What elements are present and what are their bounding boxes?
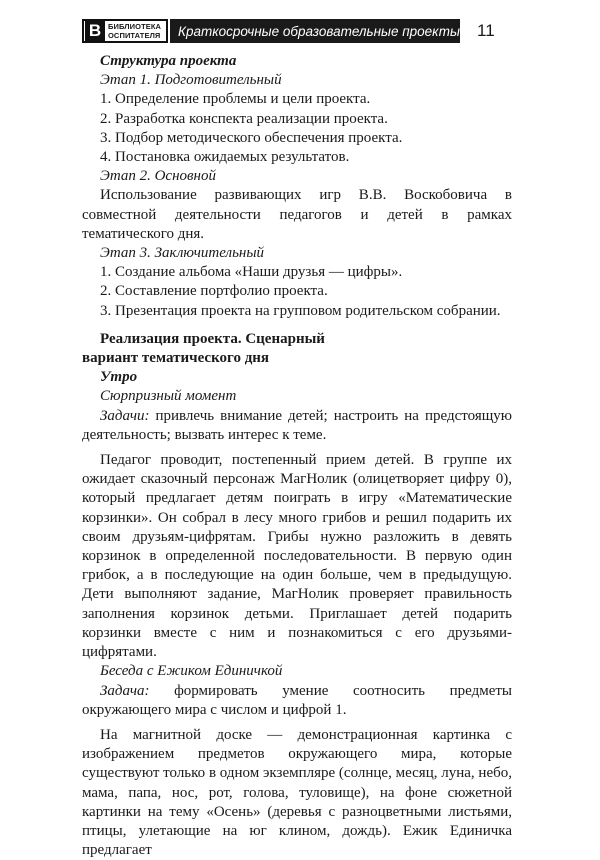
stage1-title: Этап 1. Подготовительный <box>100 72 282 89</box>
stage1-item: 2. Разработка конспекта реализации проекта. <box>100 110 388 127</box>
structure-title: Структура проекта <box>100 53 237 69</box>
hedgehog-task <box>82 682 512 720</box>
logo-line-2: ОСПИТАТЕЛЯ <box>108 31 161 40</box>
logo-letter: B <box>85 21 105 41</box>
stage1-item: 3. Подбор методического обеспечения проекта. <box>100 129 403 146</box>
page-number: 11 <box>477 21 495 40</box>
stage3-item: 3. Презентация проекта на групповом родительском собрании. <box>100 302 501 319</box>
logo-text <box>108 22 161 40</box>
stage1-item: 4. Постановка ожидаемых результатов. <box>100 149 350 166</box>
implementation-title: Реализация проекта. Сценарный вариант тематического дня <box>82 330 325 367</box>
morning-heading: Утро <box>100 369 138 386</box>
surprise-heading: Сюрпризный момент <box>100 388 237 405</box>
stage1-item: 1. Определение проблемы и цели проекта. <box>100 91 371 108</box>
surprise-text: Педагог проводит, постепенный прием детей. В группе их ожидает сказочный персонаж МагНолик (олицетворяет цифру 0), который предлагает детям поиграть в игру «Математические корзинки». Он собрал в лесу много грибов и решил подарить их своим друзьям-цифрятам. Грибы нужно разложить в девять корзинок в определенной последовательности. В первую один грибок, а в последующие на один больше, чем в предыдущую. Дети выполняют задание, МагНолик проверяет правильность заполнения корзинок детьми. Приглашает детей подарить корзинки вместе с ним и познакомиться с его друзьями-цифрятами. <box>82 452 512 661</box>
stage2-title: Этап 2. Основной <box>100 168 216 185</box>
hedgehog-heading: Беседа с Ежиком Единичкой <box>100 663 283 680</box>
section-banner: Краткосрочные образовательные проекты <box>170 19 460 43</box>
surprise-task <box>82 407 512 445</box>
task-text: формировать умение соотносить предметы окружающего мира с числом и цифрой 1. <box>82 682 512 718</box>
stage2-text: Использование развивающих игр В.В. Воскобовича в совместной деятельности педагогов и детей в рамках тематического дня. <box>82 187 512 242</box>
task-label: Задача: <box>100 682 150 699</box>
page-header <box>82 17 512 47</box>
page-content <box>82 52 512 860</box>
stage3-title: Этап 3. Заключительный <box>100 245 264 262</box>
logo-line-1: БИБЛИОТЕКА <box>108 22 162 31</box>
series-logo <box>82 19 168 43</box>
stage3-item: 2. Составление портфолио проекта. <box>100 283 328 300</box>
task-label: Задачи: <box>100 407 150 424</box>
task-text: привлечь внимание детей; настроить на предстоящую деятельность; вызвать интерес к теме. <box>82 407 512 443</box>
stage3-item: 1. Создание альбома «Наши друзья — цифры». <box>100 264 403 281</box>
hedgehog-text: На магнитной доске — демонстрационная картинка с изображением предметов окружающего мира, которые существуют только в одном экземпляре (солнце, месяц, луна, небо, мама, папа, нос, рот, голова, туловище), на фоне сюжетной картинки на тему «Осень» (деревья с разноцветными листьями, птицы, улетающие на юг клином, дождь). Ежик Единичка предлагает <box>82 726 512 859</box>
